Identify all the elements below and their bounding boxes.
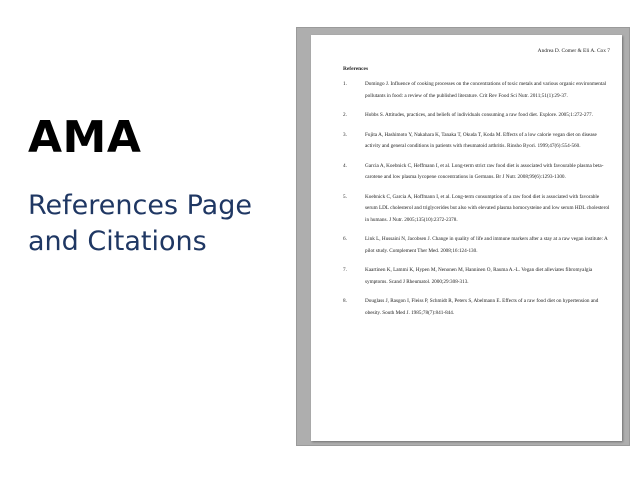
reference-number: 8. [343, 298, 347, 304]
reference-number: 2. [343, 112, 347, 118]
subtitle-line-2: and Citations [28, 226, 207, 257]
reference-item [343, 234, 610, 257]
document-page [311, 35, 622, 441]
reference-item [343, 130, 610, 153]
reference-text: Koebnick C, Garcia A, Hoffmann I, et al. Long-term consumption of a raw food diet is associated with favorable serum LDL cholesterol and triglycerides but also with elevated plasma homocysteine and low serum HDL cholesterol in humans. J Nutr. 2005;135(10):2372-2378. [365, 193, 610, 223]
document-preview-frame [296, 27, 630, 446]
reference-number: 6. [343, 236, 347, 242]
reference-item [343, 265, 610, 288]
reference-item [343, 161, 610, 184]
reference-item [343, 79, 610, 102]
references-heading: References [343, 66, 369, 72]
reference-text: Douglass J, Rasgon I, Fleiss P, Schmidt R, Peters S, Abelmann E. Effects of a raw food diet on hypertension and obesity. South Med J. 1985;78(7):841-844. [365, 298, 599, 316]
slide-title: AMA [28, 112, 142, 163]
reference-text: Fujita A, Hashimoto Y, Nakahara K, Tanaka T, Okuda T, Koda M. Effects of a low calorie vegan diet on disease activity and general conditions in patients with rheumatoid arthritis. Rinsho Byori. 1999;47(6):554-560. [365, 131, 597, 149]
reference-text: Garcia A, Koebnick C, Heffmann I, et al. Long-term strict raw food diet is associated with favourable plasma beta-carotene and low plasma lycopene concentrations in Germans. Br J Nutr. 2008;99(6):1293-1300. [365, 162, 604, 180]
reference-number: 7. [343, 267, 347, 273]
reference-text: Link L, Hussaini N, Jacobsen J. Change in quality of life and immune markers after a stay at a raw vegan institute: A pilot study. Complement Ther Med. 2008;16:124-130. [365, 236, 608, 254]
reference-text: Kaartinen K, Lammi K, Hypen M, Nenonen M, Hanninen O, Rauma A.-L. Vegan diet alleviates fibromyalgia symptoms. Scand J Rheumatol. 2000;29:308-313. [365, 267, 593, 285]
reference-text: Hobbs S. Attitudes, practices, and beliefs of individuals consuming a raw food diet. Explore. 2005;1:272-277. [365, 112, 593, 118]
reference-text: Domingo J. Influence of cooking processes on the concentrations of toxic metals and various organic environmental pollutants in food: a review of the published literature. Crit Rev Food Sci Nutr. 2011;51(1):29-37. [365, 81, 607, 99]
reference-item [343, 192, 610, 227]
reference-number: 4. [343, 162, 347, 169]
reference-item [343, 296, 610, 319]
page-header: Andrea D. Comer & Eli A. Cox 7 [537, 48, 610, 54]
slide-subtitle [28, 188, 298, 260]
reference-list [343, 79, 610, 319]
reference-item [343, 110, 610, 122]
reference-number: 3. [343, 131, 347, 138]
reference-number: 1. [343, 81, 347, 87]
reference-number: 5. [343, 193, 347, 200]
subtitle-line-1: References Page [28, 190, 252, 221]
